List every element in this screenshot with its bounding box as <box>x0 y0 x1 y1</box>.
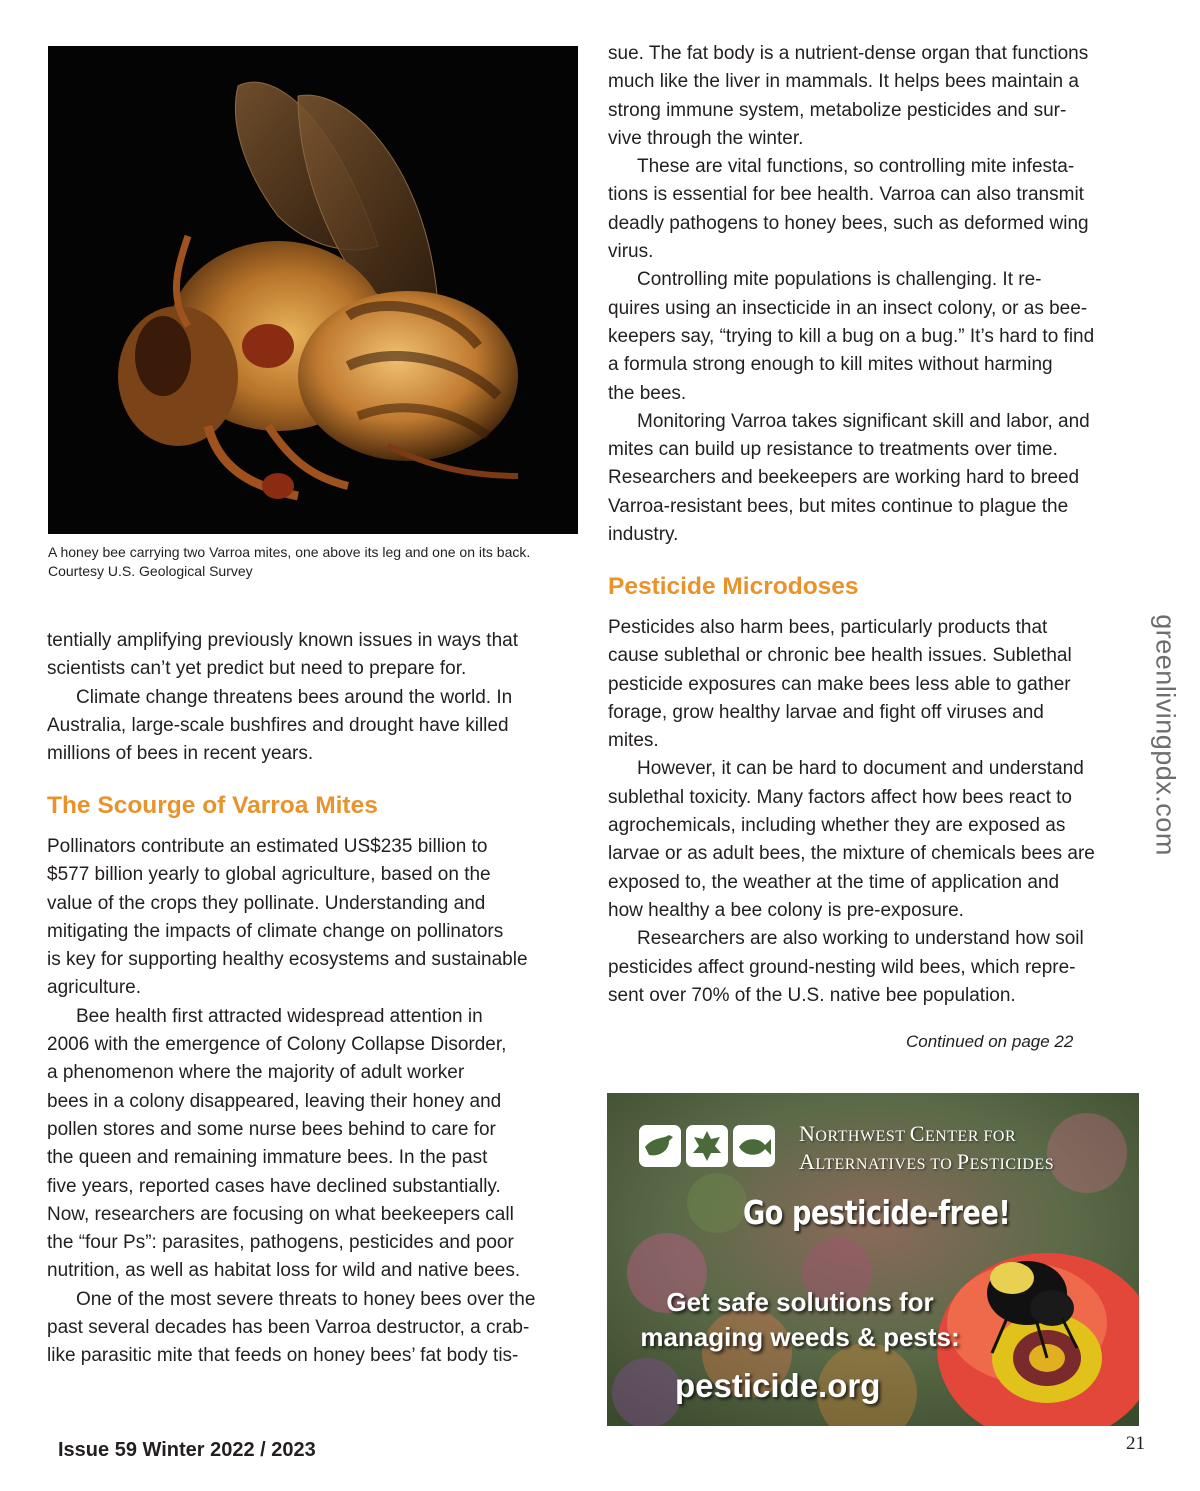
text-line: mites. <box>608 730 659 752</box>
text-line: agrochemicals, including whether they are exposed as <box>608 815 1066 837</box>
text-line: quires using an insecticide in an insect colony, or as bee- <box>608 297 1088 319</box>
text-line: However, it can be hard to document and understand <box>637 758 1084 780</box>
paragraph <box>608 266 1143 407</box>
paragraph <box>47 627 582 684</box>
section-heading-pesticide: Pesticide Microdoses <box>608 573 859 600</box>
leaf-icon <box>686 1125 728 1167</box>
text-line: tentially amplifying previously known issues in ways that <box>47 630 518 651</box>
text-line: One of the most severe threats to honey bees over the <box>76 1288 536 1310</box>
text-line: Pollinators contribute an estimated US$235 billion to <box>47 836 488 857</box>
text-line: vive through the winter. <box>608 127 804 149</box>
ad-subtext <box>635 1285 965 1355</box>
text-line: sent over 70% of the U.S. native bee population. <box>608 984 1016 1006</box>
text-line: a formula strong enough to kill mites without harming <box>608 354 1053 376</box>
text-line: 2006 with the emergence of Colony Collapse Disorder, <box>47 1034 507 1056</box>
text-line: bees in a colony disappeared, leaving their honey and <box>47 1090 502 1112</box>
text-line: mites can build up resistance to treatments over time. <box>608 439 1058 461</box>
ad-logo-icons <box>639 1125 775 1167</box>
text-line: Controlling mite populations is challenging. It re- <box>637 269 1042 291</box>
sidebar-website-text: greenlivingpdx.com <box>1150 614 1181 856</box>
text-line: Australia, large-scale bushfires and drought have killed <box>47 714 509 736</box>
text-line: exposed to, the weather at the time of application and <box>608 871 1060 893</box>
text-line: $577 billion yearly to global agriculture, based on the <box>47 864 491 886</box>
text-line: Varroa-resistant bees, but mites continue to plague the <box>608 495 1069 517</box>
paragraph <box>608 40 1143 153</box>
text-line: the bees. <box>608 382 687 404</box>
text-line: sue. The fat body is a nutrient-dense organ that functions <box>608 43 1089 64</box>
section-heading-varroa: The Scourge of Varroa Mites <box>47 792 378 819</box>
ad-org-line1: NORTHWEST CENTER FOR <box>799 1121 1017 1146</box>
text-line: past several decades has been Varroa destructor, a crab- <box>47 1317 530 1339</box>
paragraph <box>47 684 582 769</box>
paragraph <box>47 1286 582 1371</box>
text-line: Now, researchers are focusing on what beekeepers call <box>47 1203 514 1225</box>
sidebar-website <box>1140 615 1190 855</box>
continued-note: Continued on page 22 <box>906 1032 1074 1051</box>
paragraph <box>608 755 1143 925</box>
text-line: Climate change threatens bees around the world. In <box>76 686 513 708</box>
photo-caption <box>48 543 588 581</box>
ad-subtext-line: Get safe solutions for <box>666 1287 934 1317</box>
bee-illustration <box>48 46 578 534</box>
left-column-intro <box>47 627 582 768</box>
paragraph <box>608 408 1143 549</box>
text-line: five years, reported cases have declined substantially. <box>47 1175 501 1197</box>
text-line: is key for supporting healthy ecosystems and sustainable <box>47 949 528 971</box>
text-line: nutrition, as well as habitat loss for wild and native bees. <box>47 1260 521 1282</box>
left-column-varroa <box>47 833 582 1371</box>
right-column-mites <box>608 40 1143 549</box>
paragraph <box>47 833 582 1003</box>
fish-icon <box>733 1125 775 1167</box>
paragraph <box>47 1003 582 1286</box>
text-line: tions is essential for bee health. Varroa can also transmit <box>608 184 1084 206</box>
footer-issue: Issue 59 Winter 2022 / 2023 <box>58 1439 316 1461</box>
text-line: agriculture. <box>47 977 141 999</box>
text-line: larvae or as adult bees, the mixture of chemicals bees are <box>608 843 1095 865</box>
ad-slogan: Go pesticide-free! <box>743 1193 1011 1232</box>
text-line: strong immune system, metabolize pesticides and sur- <box>608 99 1067 121</box>
text-line: Monitoring Varroa takes significant skill and labor, and <box>637 410 1090 432</box>
text-line: mitigating the impacts of climate change on pollinators <box>47 920 504 942</box>
text-line: a phenomenon where the majority of adult worker <box>47 1062 465 1084</box>
text-line: Researchers and beekeepers are working hard to breed <box>608 467 1080 489</box>
text-line: millions of bees in recent years. <box>47 743 314 765</box>
paragraph <box>608 925 1143 1010</box>
bee-photo <box>48 46 578 534</box>
text-line: scientists can’t yet predict but need to prepare for. <box>47 658 467 680</box>
text-line: deadly pathogens to honey bees, such as deformed wing <box>608 212 1089 234</box>
text-line: how healthy a bee colony is pre-exposure. <box>608 899 964 921</box>
text-line: value of the crops they pollinate. Understanding and <box>47 892 486 914</box>
text-line: keepers say, “trying to kill a bug on a bug.” It’s hard to find <box>608 325 1095 347</box>
bird-icon <box>639 1125 681 1167</box>
ad-org-line2: ALTERNATIVES TO PESTICIDES <box>799 1149 1055 1174</box>
paragraph <box>608 614 1143 755</box>
caption-line: A honey bee carrying two Varroa mites, one above its leg and one on its back. <box>48 544 531 560</box>
text-line: Pesticides also harm bees, particularly products that <box>608 617 1048 638</box>
caption-credit: Courtesy U.S. Geological Survey <box>48 563 253 579</box>
text-line: industry. <box>608 524 679 546</box>
page-number: 21 <box>1126 1433 1145 1454</box>
ad-subtext-line: managing weeds & pests: <box>640 1322 960 1352</box>
ad-org-name <box>799 1121 1054 1177</box>
text-line: the “four Ps”: parasites, pathogens, pesticides and poor <box>47 1232 514 1254</box>
text-line: cause sublethal or chronic bee health issues. Sublethal <box>608 645 1072 667</box>
ad-banner[interactable] <box>607 1093 1139 1426</box>
text-line: pesticide exposures can make bees less able to gather <box>608 673 1071 695</box>
ad-website-link[interactable]: pesticide.org <box>675 1367 881 1404</box>
text-line: virus. <box>608 241 654 263</box>
text-line: pesticides affect ground-nesting wild bees, which repre- <box>608 956 1076 978</box>
text-line: Researchers are also working to understand how soil <box>637 928 1084 950</box>
text-line: sublethal toxicity. Many factors affect how bees react to <box>608 786 1072 808</box>
paragraph <box>608 153 1143 266</box>
text-line: the queen and remaining immature bees. In the past <box>47 1147 488 1169</box>
text-line: Bee health first attracted widespread attention in <box>76 1005 483 1027</box>
text-line: like parasitic mite that feeds on honey bees’ fat body tis- <box>47 1345 519 1367</box>
text-line: These are vital functions, so controlling mite infesta- <box>637 156 1075 178</box>
right-column-pesticides <box>608 614 1143 1010</box>
text-line: pollen stores and some nurse bees behind to care for <box>47 1118 496 1140</box>
text-line: forage, grow healthy larvae and fight off viruses and <box>608 701 1044 723</box>
text-line: much like the liver in mammals. It helps bees maintain a <box>608 71 1079 93</box>
